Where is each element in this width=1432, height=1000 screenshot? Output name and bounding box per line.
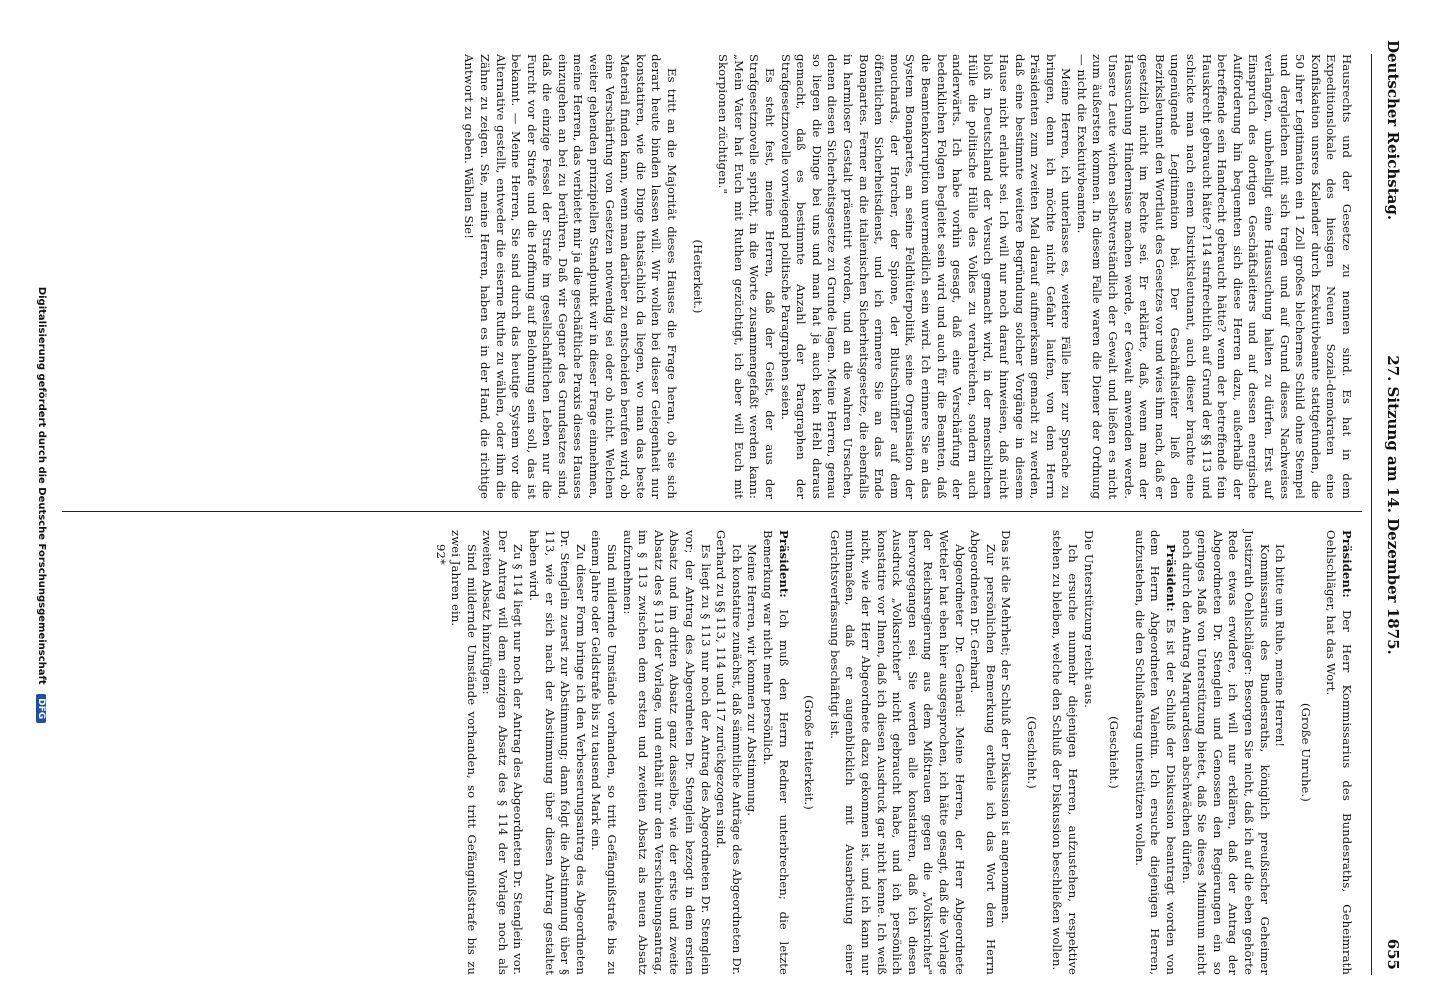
page-number: 655 xyxy=(1384,938,1402,970)
paragraph xyxy=(526,530,588,975)
paragraph xyxy=(998,530,1014,975)
paragraph-text: Meine Herren, ich unterlasse es, weitere Fälle hier zur Sprache zu bringen, denn ich möchte nicht Gefahr laufen, von dem Herrn Präsidenten zum zweiten Mal darauf aufmerksam gemacht zu werden, daß eine bestimmte weitere Begründung solcher Vorgänge in diesem Hause nicht erlaubt sei. Ich will nur noch darauf hinweisen, daß nicht bloß in Deutschland der Versuch gemacht wird, in der menschlichen Hülle die politische Hülle des Volkes zu verabreichen, sondern auch anderwärts. Ich habe vorhin gesagt, daß eine Verschärfung der bedenklichen Folgen begleitet sein wird und auch für die Beamten, daß die Beamtenkorruption unvermeidlich sein wird. Ich erinnere Sie an das System Bonapartes, an seine Feldhüterpolitik, seine Organisation der mouchards, der Horcher, der Spione, der Blutschnüffler auf dem öffentlichen Sicherheitsdienst, und ich erinnere Sie an das Ende Bonapartes. Ferner an die italienischen Sicherheitsgesetze, die ebenfalls in harmloser Gestalt präsentirt worden, und an die wahren Ursachen, denen diesen Sicherheitsgesetze zu Grunde lagen. Meine Herren, genau so liegen die Dinge bei uns und man hat ja auch kein Hehl daraus gemacht, daß es bestimmte Anzahl der Paragraphen der Strafgesetznovelle vorwiegend politische Paragraphen seien. xyxy=(778,54,1074,499)
paragraph-text: Zur persönlichen Bemerkung ertheile ich das Wort dem Herrn Abgeordneten Dr. Gerhard. xyxy=(968,530,998,975)
speaker-label: Präsident: xyxy=(1164,544,1179,612)
stage-direction xyxy=(1297,530,1313,975)
paragraph xyxy=(713,530,744,975)
paragraph xyxy=(826,530,966,975)
dfg-logo: DFG xyxy=(36,694,46,723)
paragraph xyxy=(1131,530,1178,975)
header-rule xyxy=(1371,54,1372,975)
paragraph xyxy=(1178,530,1272,975)
digitization-note xyxy=(25,40,47,970)
header-publication: Deutscher Reichstag. xyxy=(1384,40,1402,221)
paragraph xyxy=(461,54,679,499)
paragraph xyxy=(1272,530,1288,975)
paragraph xyxy=(1049,530,1080,975)
paragraph-text: Ich bitte um Ruhe, meine Herren! xyxy=(1273,544,1288,748)
paragraph-text: Ich ersuche nunmehr diejenigen Herren, aufzustehen, respektive stehen zu bleiben, welche den Schluß der Diskussion beschließen wollen. xyxy=(1050,530,1081,975)
paragraph-text: Sind mildernde Umstände vorhanden, so tritt Gefängnißstrafe bis zu einem Jahre oder Geldstrafe bis zu tausend Mark ein. xyxy=(589,530,620,975)
paragraph-text: Es ist der Schluß der Diskussion beantragt worden von dem Herrn Abgeordneten Valentin. Ich ersuche diejenigen Herren, aufzustehen, die den Schlußantrag unterstützen wollen. xyxy=(1132,530,1179,975)
paragraph xyxy=(479,530,526,975)
paragraph-text: (Große Heiterkeit.) xyxy=(802,695,817,810)
page-header xyxy=(1378,40,1406,970)
paragraph-text: Die Unterstützung reicht aus. xyxy=(1081,530,1096,709)
paragraph-text: Kommissarius des Bundesraths, königlich preußischer Geheimer Justizrath Oehlschläger: Besorgen Sie nicht, daß ich auf die eben gehörte Rede etwas erwidere, ich will nur erklären, daß der Antrag der Abgeordneten Dr. Stenglein und Genossen den Regierungen ein so geringes Maß von Unterstützung bietet, daß Sie dieses Minimum nicht noch durch den Antrag Marquardsen abschwächen dürfen. xyxy=(1179,530,1272,975)
paragraph xyxy=(1323,530,1354,975)
paragraph-text: 92* xyxy=(433,544,448,565)
paragraph-text: Abgeordneter Dr. Gerhard: Meine Herren, der Herr Abgeordnete Wetteler hat eben hier ausgesprochen, ich hätte gesagt, daß die Vorlage der Reichsregierung aus dem Mißtrauen gegen die „Volksrichter" hervorgegangen sei. Sie werden alle konstatiren, daß ich diesen Ausdruck „Volksrichter" nicht gebraucht habe, und ich persönlich konstatire vor Ihnen, daß ich diesen Ausdruck gar nicht kenne. Ich weiß nicht, wie der Herr Abgeordnete dazu gekommen ist, und ich kann nur muthmaßen, daß er augenblicklich mit Ausarbeitung einer Gerichtsverfassung beschäftigt ist. xyxy=(827,530,967,975)
paragraph-text: (Heiterkeit.) xyxy=(690,239,705,314)
paragraph-text: (Große Unruhe.) xyxy=(1298,703,1313,802)
paragraph-text: Zu dieser Form bringe ich den Verbesserungsantrag des Abgeordneten Dr. Stenglein zuerst zur Abstimmung; dann folgt die Abstimmung über § 113, wie er sich nach der Abstimmung über diesen Antrag gestaltet haben wird. xyxy=(527,530,588,975)
paragraph-text: Zu § 114 liegt nur noch der Antrag des Abgeordneten Dr. Stenglein vor. Der Antrag will dem einzigen Absatz des § 114 der Vorlage noch als zweiten Absatz hinzufügen: xyxy=(480,530,526,975)
paragraph xyxy=(759,530,790,975)
paragraph-text: Es steht fest, meine Herren, daß der Geist, der aus der Strafgesetznovelle spricht, in die Worte zusammengefaßt werden kann: „Mein Vater hat Euch mit Ruthen gezüchtigt, ich aber will Euch mit Skorpionen züchtigen." xyxy=(716,54,778,499)
paragraph xyxy=(1073,54,1354,499)
paragraph-text: (Geschieht.) xyxy=(1107,716,1122,789)
paragraph-text: Meine Herren, wir kommen zur Abstimmung. xyxy=(745,544,760,817)
paragraph-text: Der Herr Kommissarius des Bundesraths, Geheimrath Oehlschläger, hat das Wort. xyxy=(1324,530,1354,975)
paragraph xyxy=(588,530,619,975)
paragraph xyxy=(967,530,998,975)
header-session: 27. Sitzung am 14. Dezember 1875. xyxy=(1384,355,1402,655)
paragraph-text: (Geschieht.) xyxy=(1024,716,1039,789)
funding-note: Digitalisierung gefördert durch die Deutsche Forschungsgemeinschaft xyxy=(36,286,47,685)
paragraph xyxy=(715,54,777,499)
paragraph-text: Ich muß den Herrn Redner unterbrechen; die letzte Bemerkung war nicht mehr persönlich. xyxy=(761,530,791,975)
paragraph-text: Das ist die Mehrheit; der Schluß der Diskussion ist angenommen. xyxy=(999,530,1014,924)
right-column xyxy=(432,530,1354,975)
speaker-label: Präsident: xyxy=(1340,530,1354,598)
paragraph xyxy=(777,54,1073,499)
paragraph xyxy=(1080,530,1096,975)
paragraph xyxy=(432,530,448,975)
paragraph xyxy=(619,530,713,975)
paragraph xyxy=(744,530,760,975)
paragraph-text: Sind mildernde Umstände vorhanden, so tritt Gefängnißstrafe bis zu zwei Jahren ein. xyxy=(449,530,479,975)
paragraph-text: Es liegt zu § 113 nur noch der Antrag des Abgeordneten Dr. Stenglein vor; der Antrag des Abgeordneten Dr. Stenglein bezogt in dem ersten Absatz und im dritten Absatz ganz dasselbe, wie der erste und zweite Absatz des § 113 der Vorlage, und enthält nur den Verschiebungsantrag, im § 113 zwischen dem ersten und zweiten Absatz als neuen Absatz aufzunehmen: xyxy=(620,530,713,975)
stage-direction xyxy=(1023,530,1039,975)
stage-direction xyxy=(801,530,817,975)
stage-direction xyxy=(1106,530,1122,975)
paragraph xyxy=(448,530,479,975)
left-column xyxy=(461,54,1354,499)
paragraph-text: Hausrechts und der Gesetze zu nennen sind. Es hat in dem Expeditionslokale des hiesigen Neuen Sozial-demokraten eine Konfiskation unsres Kalender durch Exekutivbeamte stattgefunden, die 50 ihrer Legitimation ein 1 Zoll großes blechernes Schild ohne Stempel und dergleichen mit sich tragen und auf Grund dieses Nachweises verlangten, unbehelligt eine Haussuchung halten zu dürfen. Erst auf Einspruch des dortigen Geschäftsleiters und auf dessen energische Aufforderung hin bequemten sich diese Herren dazu, außerhalb der betreffende sein Handrecht gebraucht hätte? wenn der betreffende fein Hauskrecht gebraucht hätte? 114 strafrechtlich auf Grund der §§ 113 und schickte man nach einem Distriktsleutnant, auch dieser brachte eine ungenügende Legitimation bei. Der Geschäftsleiter ließ den Bezirksleutnant den Wortlaut des Gesetzes vor und wies ihm nach, daß er gesetzlich nicht im Rechte sei. Er erklärte, daß, wenn man der Haussuchung Hindernisse machen werde, er Gewalt anwenden werde. Unsere Leute wichen selbstverständlich der Gewalt und ließen es nicht zum äußersten kommen. In diesem Falle waren die Diener der Ordnung — nicht die Exekutivbeamten. xyxy=(1074,54,1354,499)
paragraph-text: Es tritt an die Majorität dieses Hauses die Frage heran, ob sie sich derart heute binden lassen will. Wir wollen bei dieser Gelegenheit nur konstatiren, wie die Dinge thatsächlich da liegen, wo man das beste Material finden kann, wenn man darüber zu entscheiden berufen wird, ob eine Verschärfung von Gesetzen notwendig sei oder ob nicht. Welchen weiter gehenden prinzipiellen Standpunkt wir in dieser Frage einnehmen, meine Herren, das verbietet mir ja die geschäftliche Praxis dieses Hauses einzugehen an bei zu berühren. Daß wir Gegner des Grundsatzes sind, daß die einzige Fessel der Strafe im gesellschaftlichen Leben nur die Furcht vor der Strafe und die Hoffnung auf Belohnung sein soll, das ist bekannt. — Meine Herren, Sie sind durch das heutige System vor die Alternative gestellt, entweder die eiserne Ruthe zu wählen, oder ihm die Zähne zu zeigen. Sie, meine Herren, haben es in der Hand, die richtige Antwort zu geben. Wählen Sie! xyxy=(462,54,680,499)
column-divider xyxy=(62,511,1362,512)
paragraph-text: Ich konstatire zunächst, daß sämmtliche Anträge des Abgeordneten Dr. Gerhard zu §§ 113, 114 und 117 zurückgezogen sind. xyxy=(714,530,744,975)
speaker-label: Präsident: xyxy=(776,530,791,598)
stage-direction xyxy=(689,54,705,499)
